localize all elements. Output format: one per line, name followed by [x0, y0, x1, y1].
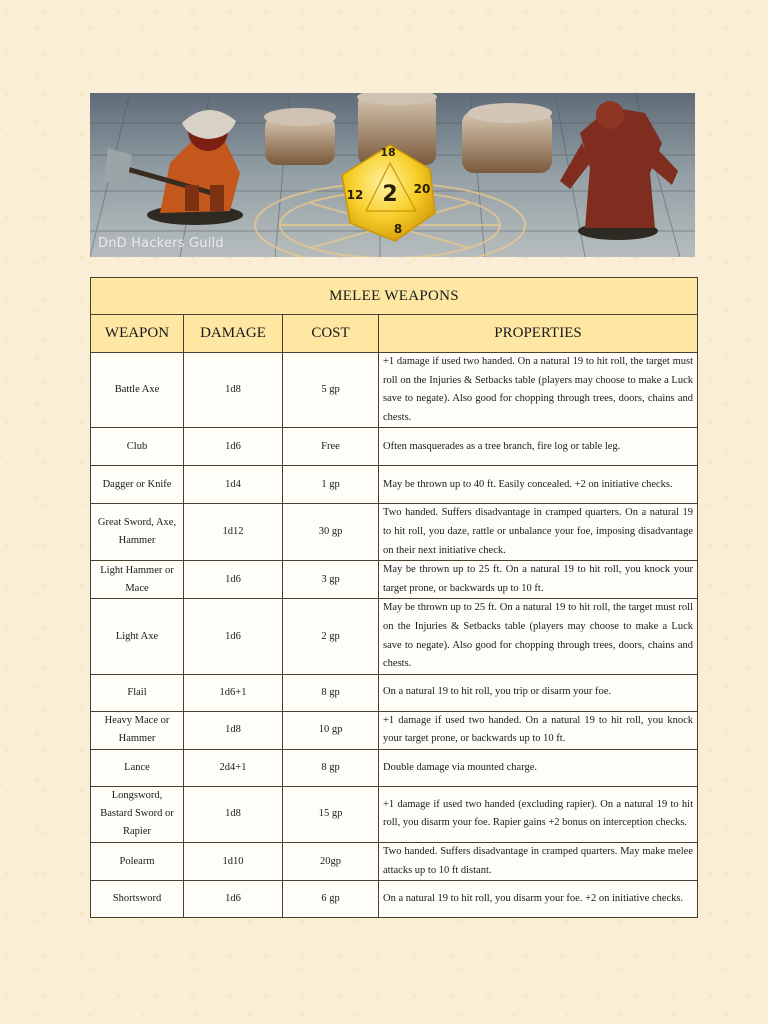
properties-cell: Double damage via mounted charge. — [379, 749, 698, 786]
svg-text:12: 12 — [346, 188, 364, 202]
table-header-row — [91, 315, 698, 353]
cost-cell: 20gp — [283, 842, 379, 880]
cost-cell: 8 gp — [283, 674, 379, 711]
cost-cell: 2 gp — [283, 599, 379, 674]
damage-cell: 1d8 — [184, 711, 283, 749]
properties-cell: May be thrown up to 40 ft. Easily concealed. +2 on initiative checks. — [379, 466, 698, 504]
properties-cell: May be thrown up to 25 ft. On a natural 19 to hit roll, the target must roll on the Injuries & Setbacks table (players may choose to make a Luck save to negate). Also good for chopping through trees, doors, chains and chests. — [379, 599, 698, 674]
table-row — [91, 842, 698, 880]
damage-cell: 1d6 — [184, 881, 283, 918]
weapon-cell: Dagger or Knife — [91, 466, 184, 504]
cost-cell: 3 gp — [283, 561, 379, 599]
damage-cell: 1d8 — [184, 786, 283, 842]
damage-cell: 1d10 — [184, 842, 283, 880]
header-weapon: WEAPON — [91, 315, 184, 353]
cost-cell: 30 gp — [283, 504, 379, 561]
cost-cell: 6 gp — [283, 881, 379, 918]
banner-watermark: DnD Hackers Guild — [98, 236, 224, 251]
header-damage: DAMAGE — [184, 315, 283, 353]
table-title-row — [91, 278, 698, 315]
properties-cell: On a natural 19 to hit roll, you disarm your foe. +2 on initiative checks. — [379, 881, 698, 918]
table-row — [91, 786, 698, 842]
svg-text:20: 20 — [413, 182, 431, 196]
weapon-cell: Great Sword, Axe, Hammer — [91, 504, 184, 561]
table-row — [91, 711, 698, 749]
banner-image — [90, 93, 695, 257]
properties-cell: Two handed. Suffers disadvantage in cramped quarters. May make melee attacks up to 10 ft distant. — [379, 842, 698, 880]
weapon-cell: Battle Axe — [91, 353, 184, 428]
damage-cell: 1d12 — [184, 504, 283, 561]
weapon-cell: Light Axe — [91, 599, 184, 674]
table-row — [91, 353, 698, 428]
damage-cell: 1d6 — [184, 599, 283, 674]
properties-cell: Often masquerades as a tree branch, fire log or table leg. — [379, 428, 698, 466]
cost-cell: 5 gp — [283, 353, 379, 428]
table-title: MELEE WEAPONS — [91, 278, 698, 315]
properties-cell: +1 damage if used two handed. On a natural 19 to hit roll, you knock your target prone, or backwards up to 10 ft. — [379, 711, 698, 749]
weapon-cell: Light Hammer or Mace — [91, 561, 184, 599]
weapon-cell: Polearm — [91, 842, 184, 880]
damage-cell: 1d6 — [184, 428, 283, 466]
properties-cell: +1 damage if used two handed. On a natural 19 to hit roll, the target must roll on the Injuries & Setbacks table (players may choose to make a Luck save to negate). Also good for chopping through trees, doors, chains and chests. — [379, 353, 698, 428]
properties-cell: Two handed. Suffers disadvantage in cramped quarters. On a natural 19 to hit roll, you daze, rattle or unbalance your foe, imposing disadvantage on their next initiative check. — [379, 504, 698, 561]
weapon-cell: Flail — [91, 674, 184, 711]
header-cost: COST — [283, 315, 379, 353]
table-row — [91, 674, 698, 711]
table-body — [91, 353, 698, 918]
melee-weapons-table — [90, 277, 698, 918]
weapon-cell: Heavy Mace or Hammer — [91, 711, 184, 749]
table-row — [91, 466, 698, 504]
cost-cell: 10 gp — [283, 711, 379, 749]
weapon-cell: Lance — [91, 749, 184, 786]
properties-cell: +1 damage if used two handed (excluding rapier). On a natural 19 to hit roll, you disarm your foe. Rapier gains +2 bonus on interception checks. — [379, 786, 698, 842]
table-row — [91, 428, 698, 466]
damage-cell: 2d4+1 — [184, 749, 283, 786]
damage-cell: 1d6+1 — [184, 674, 283, 711]
table-row — [91, 599, 698, 674]
weapon-cell: Longsword, Bastard Sword or Rapier — [91, 786, 184, 842]
cost-cell: 15 gp — [283, 786, 379, 842]
damage-cell: 1d6 — [184, 561, 283, 599]
table-row — [91, 881, 698, 918]
weapon-cell: Club — [91, 428, 184, 466]
cost-cell: 8 gp — [283, 749, 379, 786]
properties-cell: May be thrown up to 25 ft. On a natural 19 to hit roll, you knock your target prone, or backwards up to 10 ft. — [379, 561, 698, 599]
table-row — [91, 749, 698, 786]
svg-text:8: 8 — [393, 222, 403, 236]
damage-cell: 1d8 — [184, 353, 283, 428]
cost-cell: Free — [283, 428, 379, 466]
damage-cell: 1d4 — [184, 466, 283, 504]
table-row — [91, 504, 698, 561]
table-row — [91, 561, 698, 599]
properties-cell: On a natural 19 to hit roll, you trip or disarm your foe. — [379, 674, 698, 711]
svg-text:2: 2 — [382, 182, 398, 207]
weapon-cell: Shortsword — [91, 881, 184, 918]
cost-cell: 1 gp — [283, 466, 379, 504]
svg-text:18: 18 — [380, 146, 396, 159]
banner-illustration — [90, 93, 695, 257]
header-properties: PROPERTIES — [379, 315, 698, 353]
